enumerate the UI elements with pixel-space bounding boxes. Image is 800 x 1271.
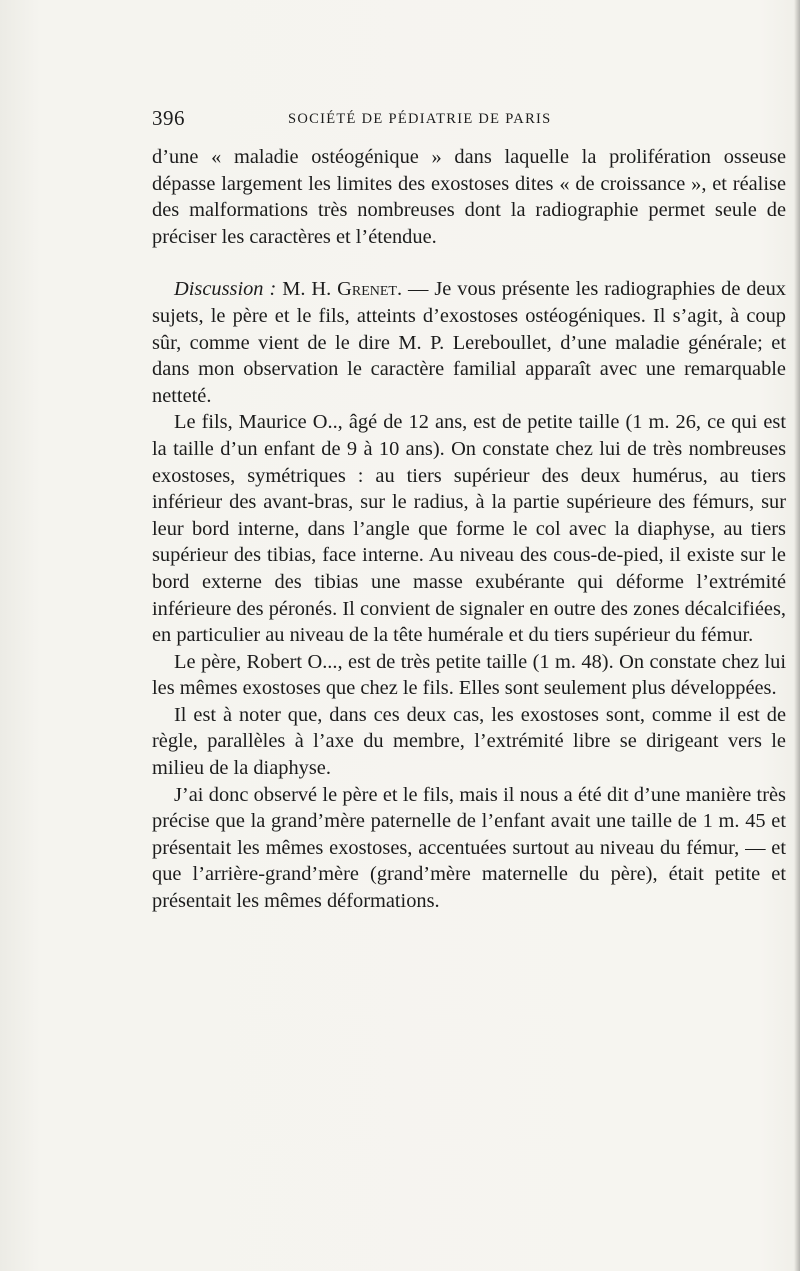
paragraph-3: Le fils, Maurice O.., âgé de 12 ans, est de petite taille (1 m. 26, ce qui est la taille d’un enfant de 9 à 10 ans). On constate chez lui de très nombreuses exostoses, symétriques : au tiers supérieur des deux humérus, au tiers inférieur des avant-bras, sur le radius, à la partie supérieure des fémurs, sur leur bord interne, dans l’angle que forme le col avec la diaphyse, au tiers supérieur des tibias, face interne. Au niveau des cous-de-pied, il existe sur le bord externe des tibias une masse exubérante qui déforme l’extrémité inférieure des péronés. Il convient de signaler en outre des zones décalcifiées, en particulier au niveau de la tête humérale et du tiers supérieur du fémur. <box>152 411 786 647</box>
page-edge-shadow <box>794 0 800 1271</box>
page-header <box>152 106 786 136</box>
paragraph-discussion <box>152 276 786 409</box>
paragraph-1: d’une « maladie ostéogénique » dans laquelle la prolifération osseuse dépasse largement les limites des exostoses dites « de croissance », et réalise des malformations très nombreuses dont la radiographie permet seule de préciser les caractères et l’étendue. <box>152 146 786 248</box>
discussion-speaker-name: Grenet. <box>337 278 403 301</box>
paragraph-6: J’ai donc observé le père et le fils, mais il nous a été dit d’une manière très précise que la grand’mère paternelle de l’enfant avait une taille de 1 m. 45 et présentait les mêmes exostoses, accentuées surtout au niveau du fémur, — et que l’arrière-grand’mère (grand’mère maternelle du père), était petite et présentait les mêmes déformations. <box>152 783 786 913</box>
paragraph-5: Il est à noter que, dans ces deux cas, les exostoses sont, comme il est de règle, parallèles à l’axe du membre, l’extrémité libre se dirigeant vers le milieu de la diaphyse. <box>152 703 786 780</box>
running-head: SOCIÉTÉ DE PÉDIATRIE DE PARIS <box>288 111 552 127</box>
page-number: 396 <box>152 106 185 130</box>
discussion-text: — Je vous présente les radiographies de deux sujets, le père et le fils, atteints d’exostoses ostéogéniques. Il s’agit, à coup sûr, comme vient de le dire M. P. Lereboullet, d’une maladie générale; et dans mon observation le caractère familial apparaît avec une remarquable netteté. <box>152 278 786 407</box>
paragraph-4: Le père, Robert O..., est de très petite taille (1 m. 48). On constate chez lui les mêmes exostoses que chez le fils. Elles sont seulement plus développées. <box>152 650 786 700</box>
discussion-label: Discussion : <box>174 278 277 301</box>
body-text <box>152 144 786 915</box>
discussion-speaker-prefix: M. H. <box>282 278 332 301</box>
